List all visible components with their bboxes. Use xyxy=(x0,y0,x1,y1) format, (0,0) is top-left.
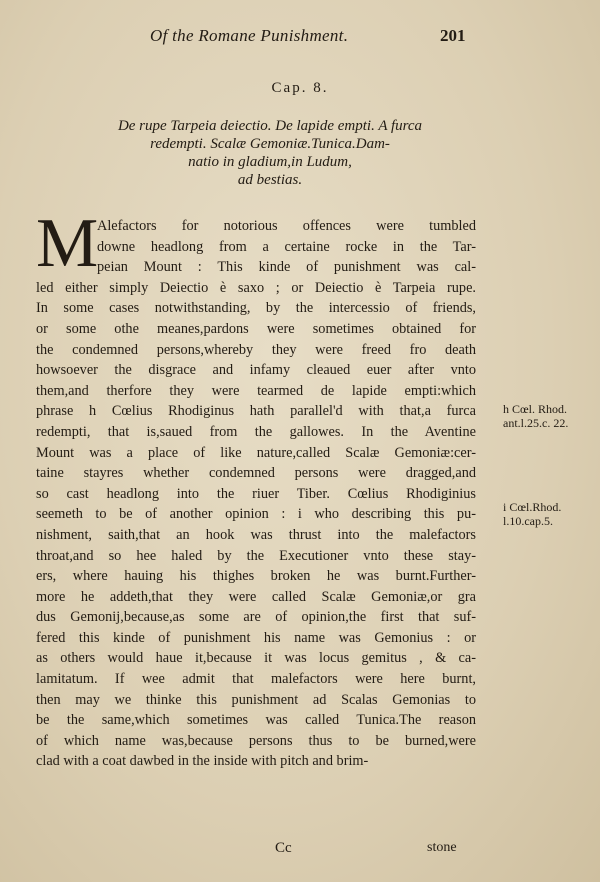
body-line: In some cases notwithstanding, by the intercessio of friends, xyxy=(36,300,476,317)
body-line: taine stayres whether condemned persons were dragged,and xyxy=(36,465,476,482)
subheading-line: ad bestias. xyxy=(237,172,303,188)
body-line: them,and therfore they were tearmed de lapide empti:which xyxy=(36,382,476,399)
body-line: fered this kinde of punishment his name was Gemonius : or xyxy=(36,629,476,646)
body-line: phrase h Cœlius Rhodiginus hath parallel'd with that,a furca xyxy=(36,403,476,420)
chapter-subheading xyxy=(60,117,480,189)
body-line: Alefactors for notorious offences were tumbled xyxy=(97,218,476,234)
page-number: 201 xyxy=(440,26,466,45)
chapter-heading: Cap. 8. xyxy=(271,80,329,96)
body-line: redempti, that is,saued from the gallowes. In the Aventine xyxy=(36,423,476,440)
body-line: Mount was a place of like nature,called Scalæ Gemoniæ:cer- xyxy=(36,444,476,461)
body-line: so cast headlong into the riuer Tiber. Cœlius Rhodiginius xyxy=(36,485,476,502)
body-line: howsoever the disgrace and infamy cleaued euer after vnto xyxy=(36,362,476,379)
body-line: ers, where hauing his thighes broken he was burnt.Further- xyxy=(36,568,476,585)
body-line: dus Gemonij,because,as some are of opinion,the first that suf- xyxy=(36,609,476,626)
catchword: stone xyxy=(427,840,457,855)
margin-note xyxy=(503,402,597,430)
body-line: then may we thinke this punishment ad Scalas Gemonias to xyxy=(36,691,476,708)
body-line: peian Mount : This kinde of punishment was cal- xyxy=(97,259,476,276)
drop-cap-letter: M xyxy=(36,205,99,282)
body-line: downe headlong from a certaine rocke in the Tar- xyxy=(97,238,476,255)
body-line: as others would haue it,because it was locus gemitus , & ca- xyxy=(36,650,476,667)
body-line: led either simply Deiectio è saxo ; or Deiectio è Tarpeia rupe. xyxy=(36,279,476,296)
running-head-title: Of the Romane Punishment. xyxy=(150,26,349,45)
signature-mark: Cc xyxy=(275,840,292,856)
margin-note-line: ant.l.25.c. 22. xyxy=(503,416,569,430)
body-line: nishment, saith,that an hook was thrust into the malefactors xyxy=(36,526,476,543)
margin-note-line: i Cœl.Rhod. xyxy=(503,500,562,514)
body-line: more he addeth,that they were called Scalæ Gemoniæ,or gra xyxy=(36,588,476,605)
body-line: or some othe meanes,pardons were sometimes obtained for xyxy=(36,320,476,337)
body-line: the condemned persons,whereby they were freed fro death xyxy=(36,341,476,358)
subheading-line: redempti. Scalæ Gemoniæ.Tunica.Dam- xyxy=(150,136,390,152)
margin-note-line: h Cœl. Rhod. xyxy=(503,402,568,416)
margin-note-line: l.10.cap.5. xyxy=(503,514,553,528)
body-line: of which name was,because persons thus to be burned,were xyxy=(36,732,476,749)
body-line: clad with a coat dawbed in the inside with pitch and brim- xyxy=(36,753,369,770)
subheading-line: natio in gladium,in Ludum, xyxy=(188,154,352,170)
body-line: be the same,which sometimes was called Tunica.The reason xyxy=(36,712,476,729)
body-text xyxy=(36,216,476,772)
body-line: throat,and so hee haled by the Executioner vnto these stay- xyxy=(36,547,476,564)
margin-note xyxy=(503,500,597,528)
body-line: lamitatum. If wee admit that malefactors were here burnt, xyxy=(36,671,476,688)
subheading-line: De rupe Tarpeia deiectio. De lapide empti. A furca xyxy=(117,118,423,134)
body-line: seemeth to be of another opinion : i who describing this pu- xyxy=(36,506,476,523)
